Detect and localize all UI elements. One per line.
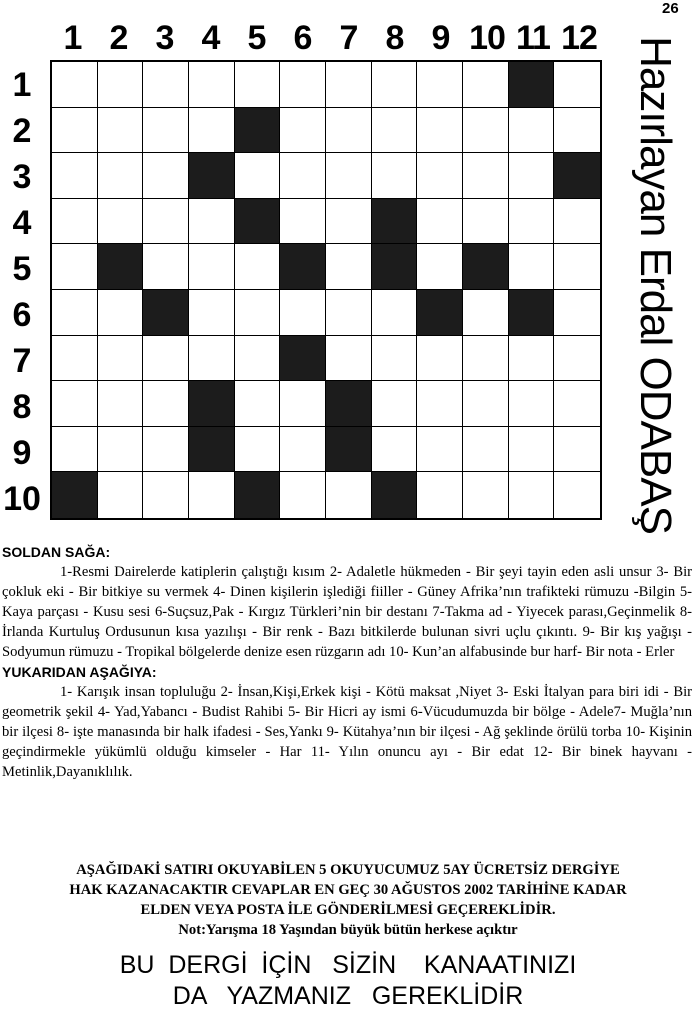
blocked-cell: [326, 427, 372, 473]
letter-cell[interactable]: [143, 336, 189, 382]
row-number: 10: [3, 480, 41, 518]
letter-cell[interactable]: [554, 108, 600, 154]
blocked-cell: [52, 472, 98, 518]
letter-cell[interactable]: [98, 199, 144, 245]
author-credit: [620, 36, 690, 534]
footer-line-1: BU DERGİ İÇİN SİZİN KANAATINIZI: [119, 951, 577, 979]
letter-cell[interactable]: [280, 290, 326, 336]
letter-cell[interactable]: [98, 153, 144, 199]
letter-cell[interactable]: [280, 427, 326, 473]
letter-cell[interactable]: [52, 381, 98, 427]
letter-cell[interactable]: [326, 153, 372, 199]
row-number: 5: [12, 250, 32, 288]
row-number: 1: [12, 66, 32, 104]
letter-cell[interactable]: [235, 336, 281, 382]
column-number: 8: [385, 19, 405, 57]
letter-cell[interactable]: [326, 244, 372, 290]
letter-cell[interactable]: [98, 472, 144, 518]
letter-cell[interactable]: [554, 381, 600, 427]
letter-cell[interactable]: [509, 153, 555, 199]
letter-cell[interactable]: [98, 108, 144, 154]
letter-cell[interactable]: [280, 108, 326, 154]
blocked-cell: [98, 244, 144, 290]
letter-cell[interactable]: [52, 336, 98, 382]
letter-cell[interactable]: [417, 108, 463, 154]
column-number: 1: [63, 19, 83, 57]
letter-cell[interactable]: [98, 62, 144, 108]
letter-cell[interactable]: [463, 108, 509, 154]
letter-cell[interactable]: [98, 336, 144, 382]
column-number: 12: [561, 19, 597, 57]
letter-cell[interactable]: [98, 290, 144, 336]
letter-cell[interactable]: [143, 62, 189, 108]
letter-cell[interactable]: [326, 108, 372, 154]
row-numbers: [0, 60, 48, 521]
letter-cell[interactable]: [463, 199, 509, 245]
row-number: 4: [12, 204, 32, 242]
letter-cell[interactable]: [554, 62, 600, 108]
blocked-cell: [509, 62, 555, 108]
letter-cell[interactable]: [235, 290, 281, 336]
letter-cell[interactable]: [509, 199, 555, 245]
letter-cell[interactable]: [143, 472, 189, 518]
column-number: 10: [469, 19, 505, 57]
row-number: 6: [12, 296, 32, 334]
crossword-grid: [50, 60, 602, 520]
letter-cell[interactable]: [372, 381, 418, 427]
column-number: 6: [293, 19, 313, 57]
letter-cell[interactable]: [417, 381, 463, 427]
letter-cell[interactable]: [143, 427, 189, 473]
letter-cell[interactable]: [235, 153, 281, 199]
letter-cell[interactable]: [463, 381, 509, 427]
footer-line-2: DA YAZMANIZ GEREKLİDİR: [172, 982, 524, 1010]
blocked-cell: [189, 153, 235, 199]
letter-cell[interactable]: [189, 336, 235, 382]
letter-cell[interactable]: [52, 427, 98, 473]
letter-cell[interactable]: [463, 290, 509, 336]
letter-cell[interactable]: [509, 381, 555, 427]
letter-cell[interactable]: [52, 108, 98, 154]
letter-cell[interactable]: [463, 62, 509, 108]
row-number: 9: [12, 434, 32, 472]
letter-cell[interactable]: [372, 153, 418, 199]
down-heading: YUKARIDAN AŞAĞIYA:: [2, 664, 157, 680]
letter-cell[interactable]: [417, 427, 463, 473]
blocked-cell: [143, 290, 189, 336]
letter-cell[interactable]: [52, 153, 98, 199]
down-clues: 1- Karışık insan topluluğu 2- İnsan,Kişi,Erkek kişi - Kötü maksat ,Niyet 3- Eski İtalyan para biri idi - Bir geometrik şekil 4- Yad,Yabancı - Budist Rahibi 5- Bir Hicri ay ismi 6-Vücudumuzda bir bölge - Adele7- Muğla’nın bir ilçesi 8- işte manasında bir halk ifadesi - Ses,Yankı 9- Kütahya’nın bir ilçesi - Ağ şeklinde örülü torba 10- Kişinin geçindirmekle yükümlü olduğu kimseler - Har 11- Yılın onuncu ayı - Bir edat 12- Bir binek hayvanı - Metinlik,Dayanıklılık.: [2, 684, 692, 780]
notice-line-1: AŞAĞIDAKİ SATIRI OKUYABİLEN 5 OKUYUCUMUZ 5AY ÜCRETSİZ DERGİYE: [76, 862, 620, 878]
letter-cell[interactable]: [417, 153, 463, 199]
letter-cell[interactable]: [189, 244, 235, 290]
blocked-cell: [235, 108, 281, 154]
blocked-cell: [326, 381, 372, 427]
row-number: 2: [12, 112, 32, 150]
blocked-cell: [372, 244, 418, 290]
blocked-cell: [189, 427, 235, 473]
letter-cell[interactable]: [463, 427, 509, 473]
letter-cell[interactable]: [280, 62, 326, 108]
blocked-cell: [235, 199, 281, 245]
letter-cell[interactable]: [52, 244, 98, 290]
column-numbers: [48, 18, 602, 58]
notice-line-3: ELDEN VEYA POSTA İLE GÖNDERİLMESİ GEÇEREKLİDİR.: [140, 902, 556, 918]
letter-cell[interactable]: [417, 472, 463, 518]
author-name: Hazırlayan Erdal ODABAŞ: [631, 36, 680, 534]
blocked-cell: [554, 153, 600, 199]
letter-cell[interactable]: [372, 108, 418, 154]
letter-cell[interactable]: [326, 199, 372, 245]
blocked-cell: [189, 381, 235, 427]
letter-cell[interactable]: [280, 472, 326, 518]
letter-cell[interactable]: [143, 108, 189, 154]
letter-cell[interactable]: [509, 244, 555, 290]
contest-notice: [0, 860, 696, 940]
letter-cell[interactable]: [189, 290, 235, 336]
letter-cell[interactable]: [554, 199, 600, 245]
letter-cell[interactable]: [143, 244, 189, 290]
column-number: 11: [516, 19, 550, 57]
letter-cell[interactable]: [554, 427, 600, 473]
letter-cell[interactable]: [189, 472, 235, 518]
letter-cell[interactable]: [189, 62, 235, 108]
letter-cell[interactable]: [280, 381, 326, 427]
letter-cell[interactable]: [554, 244, 600, 290]
column-number: 3: [155, 19, 175, 57]
letter-cell[interactable]: [52, 199, 98, 245]
blocked-cell: [463, 244, 509, 290]
column-number: 2: [109, 19, 129, 57]
letter-cell[interactable]: [509, 108, 555, 154]
letter-cell[interactable]: [554, 472, 600, 518]
page-number: 26: [662, 0, 679, 17]
letter-cell[interactable]: [509, 472, 555, 518]
column-number: 9: [431, 19, 451, 57]
letter-cell[interactable]: [554, 290, 600, 336]
blocked-cell: [509, 290, 555, 336]
letter-cell[interactable]: [52, 290, 98, 336]
letter-cell[interactable]: [280, 199, 326, 245]
letter-cell[interactable]: [417, 336, 463, 382]
letter-cell[interactable]: [417, 199, 463, 245]
letter-cell[interactable]: [326, 336, 372, 382]
letter-cell[interactable]: [509, 336, 555, 382]
letter-cell[interactable]: [372, 62, 418, 108]
notice-line-4: Not:Yarışma 18 Yaşından büyük bütün herkese açıktır: [178, 922, 518, 938]
letter-cell[interactable]: [417, 62, 463, 108]
letter-cell[interactable]: [143, 199, 189, 245]
letter-cell[interactable]: [554, 336, 600, 382]
row-number: 8: [12, 388, 32, 426]
column-number: 4: [201, 19, 221, 57]
letter-cell[interactable]: [509, 427, 555, 473]
blocked-cell: [372, 472, 418, 518]
blocked-cell: [280, 244, 326, 290]
letter-cell[interactable]: [143, 153, 189, 199]
letter-cell[interactable]: [417, 244, 463, 290]
row-number: 7: [12, 342, 32, 380]
clues-section: [2, 542, 692, 782]
column-number: 5: [247, 19, 267, 57]
letter-cell[interactable]: [463, 336, 509, 382]
letter-cell[interactable]: [280, 153, 326, 199]
letter-cell[interactable]: [372, 336, 418, 382]
blocked-cell: [280, 336, 326, 382]
blocked-cell: [235, 472, 281, 518]
letter-cell[interactable]: [235, 427, 281, 473]
across-clues: 1-Resmi Dairelerde katiplerin çalıştığı kısım 2- Adaletle hükmeden - Bir şeyi tayin eden asli unsur 3- Bir çokluk eki - Bir bitkiye su vermek 4- Dinen kişilerin işlediği fiiller - Güney Afrika’nın trafikteki rümuzu -Bilgin 5- Kaya parçası - Kusu sesi 6-Suçsuz,Pak - Kırgız Türkleri’nin bir destanı 7-Takma ad - Yiyecek parası,Geçinmelik 8- İrlanda Kurtuluş Ordusunun kısa yazılışı - Bir renk - Bazı bitkilerde bulunan sivri uçlu çıkıntı. 9- Bir kış yağışı - Sodyumun rümuzu - Tropikal bölgelerde denize esen rüzgarın adı 10- Kun’an alfabusinde bur harf- Bir nota - Erler: [2, 564, 692, 660]
notice-line-2: HAK KAZANACAKTIR CEVAPLAR EN GEÇ 30 AĞUSTOS 2002 TARİHİNE KADAR: [69, 882, 627, 898]
letter-cell[interactable]: [52, 62, 98, 108]
letter-cell[interactable]: [326, 62, 372, 108]
column-number: 7: [339, 19, 359, 57]
footer-message: [0, 950, 696, 1012]
letter-cell[interactable]: [235, 244, 281, 290]
letter-cell[interactable]: [98, 427, 144, 473]
letter-cell[interactable]: [463, 153, 509, 199]
letter-cell[interactable]: [189, 108, 235, 154]
across-heading: SOLDAN SAĞA:: [2, 544, 111, 560]
letter-cell[interactable]: [98, 381, 144, 427]
letter-cell[interactable]: [463, 472, 509, 518]
letter-cell[interactable]: [326, 290, 372, 336]
blocked-cell: [372, 199, 418, 245]
letter-cell[interactable]: [372, 290, 418, 336]
letter-cell[interactable]: [235, 381, 281, 427]
letter-cell[interactable]: [143, 381, 189, 427]
blocked-cell: [417, 290, 463, 336]
letter-cell[interactable]: [326, 472, 372, 518]
row-number: 3: [12, 158, 32, 196]
letter-cell[interactable]: [235, 62, 281, 108]
letter-cell[interactable]: [372, 427, 418, 473]
letter-cell[interactable]: [189, 199, 235, 245]
